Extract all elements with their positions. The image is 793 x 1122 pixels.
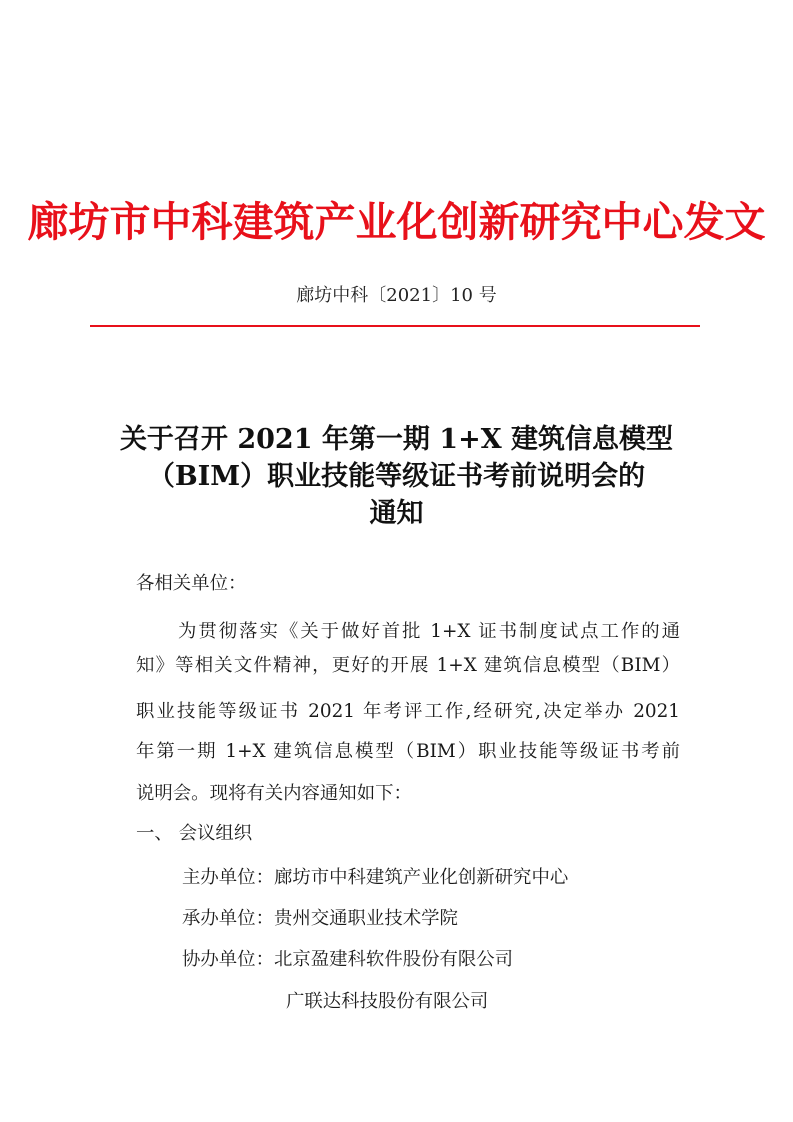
organizer-label: 协办单位： (182, 949, 274, 970)
organizer-value: 廊坊市中科建筑产业化创新研究中心 (273, 867, 569, 888)
organizer-row (182, 946, 513, 974)
paragraph-line: 年第一期 1+X 建筑信息模型（BIM）职业技能等级证书考前 (136, 741, 680, 762)
red-divider (90, 325, 700, 327)
organizer-value: 北京盈建科软件股份有限公司 (273, 949, 514, 970)
organizer-label: 主办单位： (182, 867, 274, 888)
organizer-row (182, 864, 568, 892)
issuing-org-title: 廊坊市中科建筑产业化创新研究中心发文 (27, 198, 766, 246)
document-number: 廊坊中科〔2021〕10 号 (296, 285, 497, 306)
notice-title-line: 通知 (369, 498, 424, 529)
paragraph-line: 知》等相关文件精神，更好的开展 1+X 建筑信息模型（BIM） (136, 655, 680, 676)
paragraph-line: 说明会。现将有关内容通知如下： (136, 783, 412, 804)
organizer-value-extra: 广联达科技股份有限公司 (286, 991, 489, 1012)
notice-title-line: 关于召开 2021 年第一期 1+X 建筑信息模型 (119, 424, 674, 455)
organizer-value: 贵州交通职业技术学院 (273, 908, 458, 929)
paragraph-line: 职业技能等级证书 2021 年考评工作,经研究,决定举办 2021 (136, 701, 680, 722)
organizer-row (182, 905, 458, 933)
paragraph-line: 为贯彻落实《关于做好首批 1+X 证书制度试点工作的通 (178, 621, 680, 642)
section-heading: 一、 会议组织 (136, 823, 253, 844)
notice-title (60, 421, 733, 532)
salutation: 各相关单位： (136, 573, 247, 594)
notice-title-line: （BIM）职业技能等级证书考前说明会的 (147, 461, 646, 492)
organizer-label: 承办单位： (182, 908, 274, 929)
